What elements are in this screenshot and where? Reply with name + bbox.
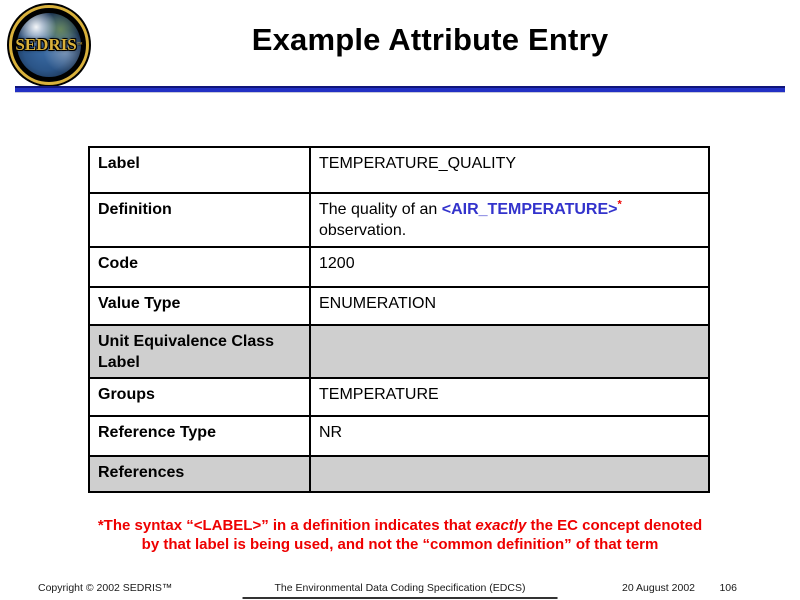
row-header-value-type: Value Type <box>89 287 310 325</box>
table-row-label <box>89 147 709 193</box>
row-header-reference-type: Reference Type <box>89 416 310 456</box>
row-header-code: Code <box>89 247 310 287</box>
title-divider <box>15 86 785 92</box>
row-value-reference-type: NR <box>310 416 709 456</box>
footnote-line1-post: the EC concept denoted <box>526 517 703 534</box>
row-value-unit-equivalence <box>310 325 709 378</box>
row-value-definition <box>310 193 709 247</box>
definition-suffix: observation. <box>319 222 407 239</box>
table-row-unit-equivalence <box>89 325 709 378</box>
row-header-definition: Definition <box>89 193 310 247</box>
page-title: Example Attribute Entry <box>251 22 609 57</box>
table-row-references <box>89 456 709 492</box>
definition-prefix: The quality of an <box>319 201 442 218</box>
footnote <box>0 516 800 554</box>
table-row-definition <box>89 193 709 247</box>
page-number: 106 <box>719 582 737 594</box>
table-row-value-type <box>89 287 709 325</box>
row-value-references <box>310 456 709 492</box>
row-value-groups: TEMPERATURE <box>310 378 709 416</box>
copyright-text: Copyright © 2002 SEDRIS™ <box>38 582 173 594</box>
row-header-groups: Groups <box>89 378 310 416</box>
row-value-code: 1200 <box>310 247 709 287</box>
footnote-line1-pre: *The syntax “<LABEL>” in a definition indicates that <box>97 517 476 534</box>
table-row-code <box>89 247 709 287</box>
footnote-line-2: by that label is being used, and not the “common definition” of that term <box>141 536 659 553</box>
footer <box>0 580 800 600</box>
footnote-line1-italic: exactly <box>475 517 527 534</box>
attribute-table <box>88 146 710 493</box>
row-header-label: Label <box>89 147 310 193</box>
logo-trademark: ™ <box>76 42 83 48</box>
footnote-marker: * <box>617 198 622 211</box>
sedris-logo <box>9 5 89 85</box>
row-header-references: References <box>89 456 310 492</box>
footer-spec-title: The Environmental Data Coding Specification (EDCS) <box>243 582 558 599</box>
row-header-unit-equivalence: Unit Equivalence Class Label <box>89 325 310 378</box>
footer-date: 20 August 2002 <box>622 582 695 594</box>
globe-icon <box>17 13 81 77</box>
row-value-label: TEMPERATURE_QUALITY <box>310 147 709 193</box>
footnote-line-1 <box>0 516 800 535</box>
logo-text: SEDRIS <box>15 35 77 54</box>
row-value-value-type: ENUMERATION <box>310 287 709 325</box>
definition-highlight: <AIR_TEMPERATURE> <box>441 201 618 218</box>
table-row-reference-type <box>89 416 709 456</box>
table-row-groups <box>89 378 709 416</box>
